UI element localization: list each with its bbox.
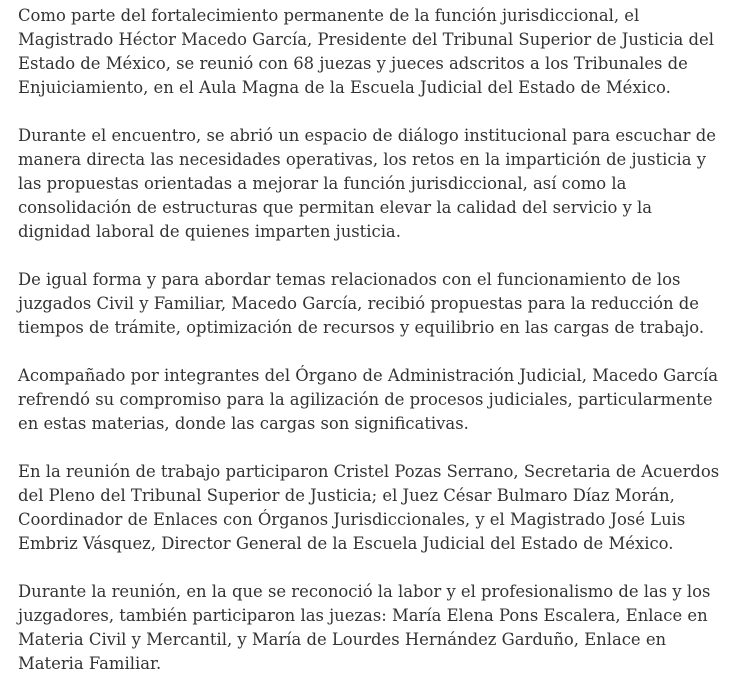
article-paragraph: Acompañado por integrantes del Órgano de Administración Judicial, Macedo García refrendó su compromiso para la agilización de procesos judiciales, particularmente en estas materias, donde las cargas son significativas. — [18, 366, 719, 433]
article-paragraph: Durante la reunión, en la que se reconoció la labor y el profesionalismo de las y los juzgadores, también participaron las juezas: María Elena Pons Escalera, Enlace en Materia Civil y Mercantil, y María de Lourdes Hernández Garduño, Enlace en Materia Familiar. — [18, 582, 711, 673]
article-paragraph: Como parte del fortalecimiento permanente de la función jurisdiccional, el Magistrado Héctor Macedo García, Presidente del Tribunal Superior de Justicia del Estado de México, se reunió con 68 juezas y jueces adscritos a los Tribunales de Enjuiciamiento, en el Aula Magna de la Escuela Judicial del Estado de México. — [18, 6, 714, 97]
article-paragraph: Durante el encuentro, se abrió un espacio de diálogo institucional para escuchar de manera directa las necesidades operativas, los retos en la impartición de justicia y las propuestas orientadas a mejorar la función jurisdiccional, así como la consolidación de estructuras que permitan elevar la calidad del servicio y la dignidad laboral de quienes imparten justicia. — [18, 126, 716, 241]
article-paragraph: En la reunión de trabajo participaron Cristel Pozas Serrano, Secretaria de Acuerdos del Pleno del Tribunal Superior de Justicia; el Juez César Bulmaro Díaz Morán, Coordinador de Enlaces con Órganos Jurisdiccionales, y el Magistrado José Luis Embriz Vásquez, Director General de la Escuela Judicial del Estado de México. — [18, 462, 720, 553]
article-paragraph: De igual forma y para abordar temas relacionados con el funcionamiento de los juzgados Civil y Familiar, Macedo García, recibió propuestas para la reducción de tiempos de trámite, optimización de recursos y equilibrio en las cargas de trabajo. — [18, 270, 705, 337]
